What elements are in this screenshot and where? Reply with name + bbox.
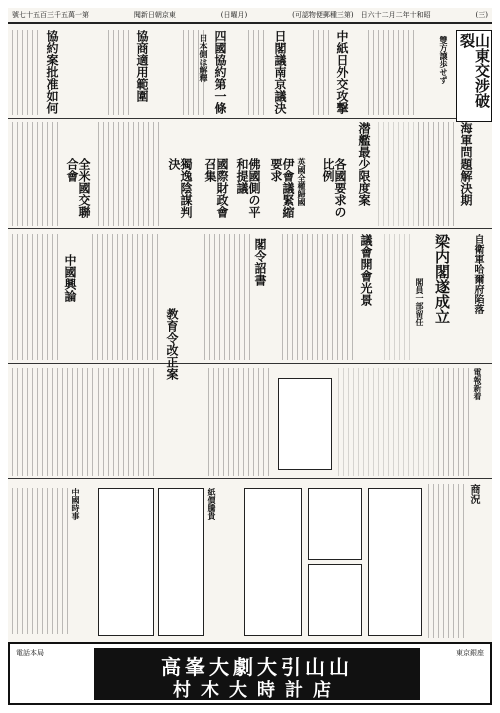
article-text — [313, 30, 331, 115]
article-text — [428, 484, 464, 638]
article-text — [108, 30, 133, 115]
notice-box — [278, 378, 332, 470]
article-text — [368, 30, 418, 115]
headline-harbin: 自衛軍哈爾府陷落 — [472, 234, 483, 314]
ad-title-bottom: 村木大時計店 — [173, 680, 341, 701]
row-rule — [8, 363, 492, 364]
article-text — [12, 234, 60, 360]
headline-france: 佛國側の平和提議 — [235, 158, 261, 218]
article-text — [12, 488, 68, 634]
headline-us-federation: 全米國交聯合會 — [65, 158, 91, 218]
ad-box — [244, 488, 302, 636]
article-text — [12, 122, 62, 226]
masthead-page-number: (三) — [475, 11, 488, 19]
headline-education: 教育令改正案 — [165, 308, 179, 380]
headline-market: 商況 — [468, 484, 479, 504]
headline-scope: 協商適用範圍 — [135, 30, 149, 102]
article-text — [378, 122, 414, 226]
headline-shantung-sub: 雙方譲歩せず — [439, 36, 449, 84]
ad-box — [308, 564, 362, 636]
ad-left-text: 電話本局 — [16, 649, 44, 657]
ad-title-top: 高峯大劇大引山山 — [161, 655, 353, 679]
headline-china-news: 中國時事 — [71, 488, 81, 520]
headline-cabinet-nanking: 日閣議南京議決 — [273, 30, 287, 114]
masthead-paper: 聞新日朝京東 — [133, 11, 176, 19]
masthead — [8, 8, 492, 24]
headline-telegram: 電報新着 — [473, 368, 483, 400]
masthead-weekday: (日曜月) — [220, 11, 248, 19]
article-text — [418, 122, 456, 226]
article-text — [338, 368, 434, 476]
headline-ratio: 各國要求の比例 — [321, 158, 347, 218]
masthead-number: 號七十五百三千五萬一第 — [12, 11, 89, 19]
article-text — [12, 30, 42, 115]
newspaper-page — [8, 8, 492, 705]
row-rule — [8, 228, 492, 229]
headline-ratify: 協約案批准如何 — [45, 30, 59, 114]
headline-shantung-break: 山東交涉破裂 — [456, 30, 492, 122]
headline-china-opinion: 中國興論 — [63, 254, 77, 302]
headline-four-power-article: 四國協約第一條 — [213, 30, 227, 114]
headline-decree: 閣令詔書 — [253, 238, 267, 286]
headline-china-attack: 中紙日外交攻撃 — [335, 30, 349, 114]
headline-paper-price: 紙價騰貴 — [207, 488, 217, 520]
row-rule — [8, 478, 492, 479]
article-text — [282, 234, 354, 360]
ad-box — [368, 488, 422, 636]
ad-box — [98, 488, 154, 636]
article-text — [208, 368, 272, 476]
article-text — [438, 368, 470, 476]
article-text — [248, 30, 268, 115]
ad-banner — [94, 648, 420, 700]
headline-diet: 議會開會光景 — [359, 234, 373, 306]
article-text — [98, 122, 162, 226]
headline-italy: 伊會議緊縮要求 — [269, 158, 295, 218]
headline-cabinet-formed: 梁内閣遂成立 — [433, 234, 451, 324]
headline-british: 英國全權歸國 — [297, 158, 307, 206]
row-rule — [8, 118, 492, 119]
headline-submarine: 潜艦最少限度案 — [357, 122, 371, 206]
ad-right-text: 東京銀座 — [456, 649, 484, 657]
headline-cabinet-sub: 閣員一部留任 — [415, 278, 425, 326]
headline-germany: 獨逸陰謀判決 — [167, 158, 193, 218]
masthead-issue: (可認物便郵種三第) 日六十二月二年十和昭 — [292, 11, 431, 19]
article-text — [98, 368, 158, 476]
headline-navy-resolve: 海軍問題解決期 — [459, 122, 473, 206]
headline-four-power-sub: 日本側は解釋 — [199, 34, 209, 82]
article-text — [92, 234, 162, 360]
article-text — [384, 234, 412, 360]
article-text — [204, 234, 250, 360]
headline-finance: 國際財政會召集 — [203, 158, 229, 218]
ad-box — [158, 488, 204, 636]
ad-box — [308, 488, 362, 560]
article-text — [12, 368, 94, 476]
bottom-advertisement — [8, 642, 492, 705]
